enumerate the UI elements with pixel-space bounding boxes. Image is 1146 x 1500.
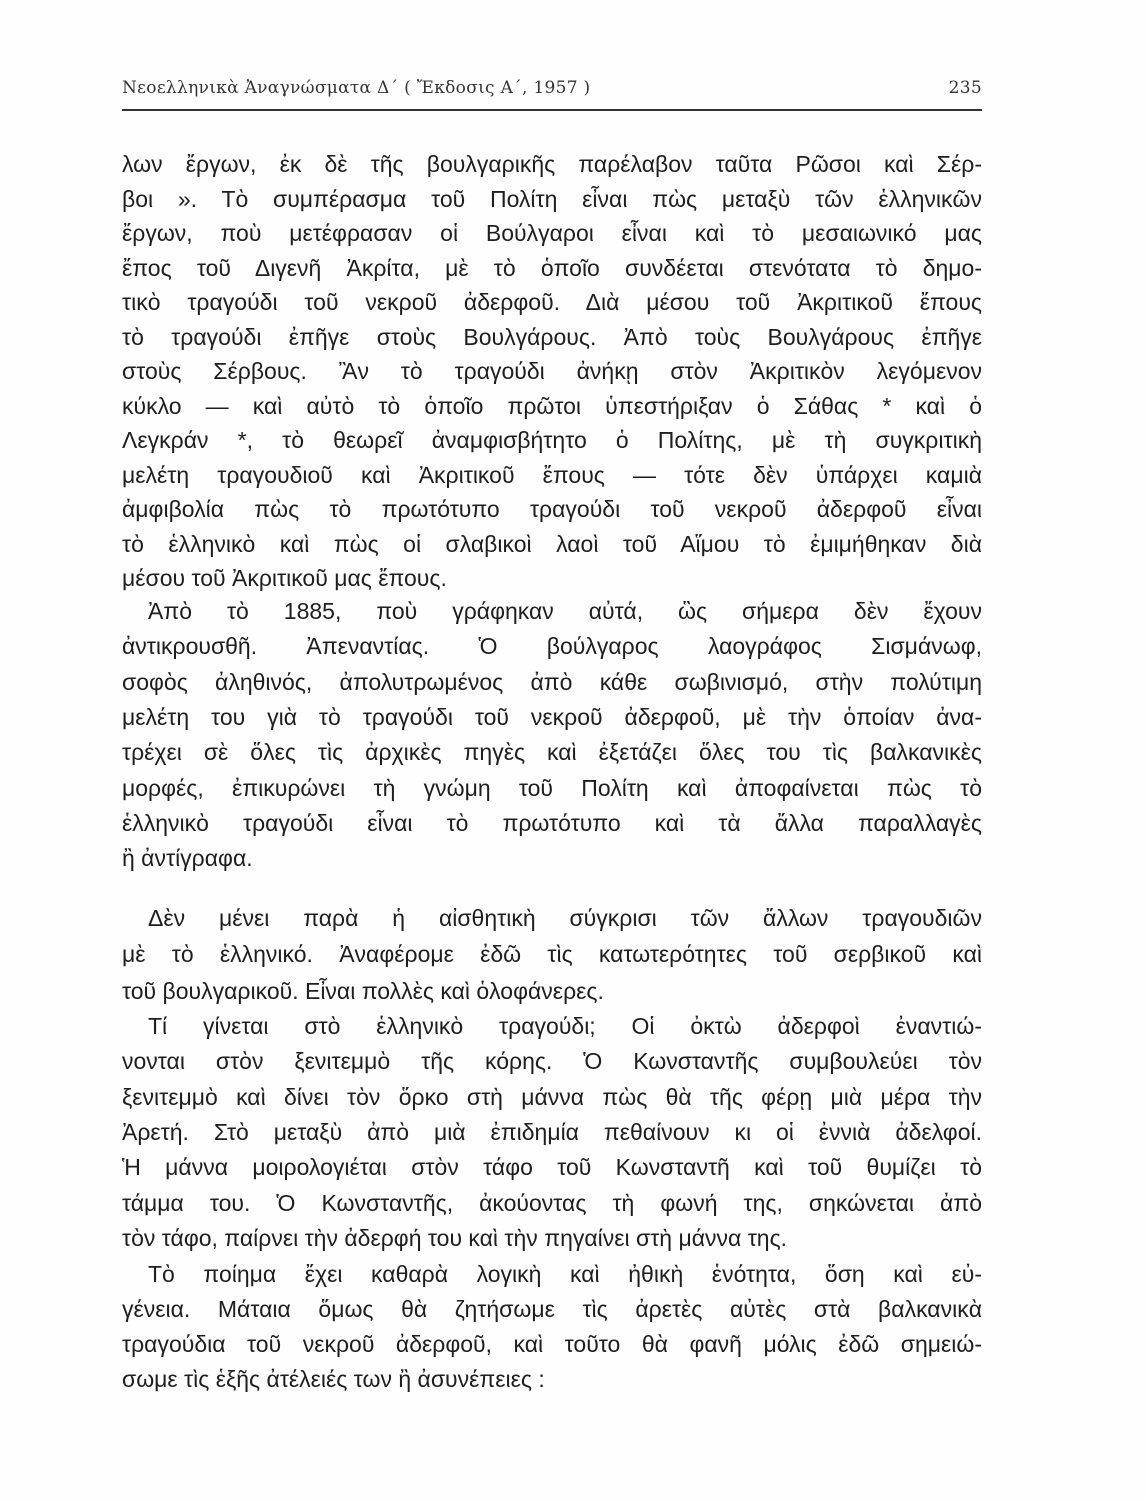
text-line: Λεγκράν *, τὸ θεωρεῖ ἀναμφισβήτητο ὁ Πολίτης, μὲ τὴ συγκριτικὴ [122,427,982,453]
text-line: βοι ». Τὸ συμπέρασμα τοῦ Πολίτη εἶναι πὼς μεταξὺ τῶν ἑλληνικῶν [122,185,982,212]
text-line: μὲ τὸ ἑλληνικό. Ἀναφέρομε ἐδῶ τὶς κατωτερότητες τοῦ σερβικοῦ καὶ [122,941,982,968]
text-line: Τὸ ποίημα ἔχει καθαρὰ λογικὴ καὶ ἠθικὴ ἑνότητα, ὅση καὶ εὐ- [148,1261,982,1287]
text-line: τὸν τάφο, παίρνει τὴν ἀδερφή του καὶ τὴν πηγαίνει στὴ μάννα της. [122,1224,788,1251]
text-line: τραγούδια τοῦ νεκροῦ ἀδερφοῦ, καὶ τοῦτο θὰ φανῆ μόλις ἐδῶ σημειώ- [122,1331,982,1357]
text-line: τὸ ἑλληνικὸ καὶ πὼς οἱ σλαβικοὶ λαοὶ τοῦ Αἵμου τὸ ἐμιμήθηκαν διὰ [122,530,982,557]
text-line: στοὺς Σέρβους. Ἂν τὸ τραγούδι ἀνήκῃ στὸν Ἀκριτικὸν λεγόμενον [122,358,982,384]
text-line: τὸ τραγούδι ἐπῆγε στοὺς Βουλγάρους. Ἀπὸ τοὺς Βουλγάρους ἐπῆγε [122,323,982,350]
text-line: τικὸ τραγούδι τοῦ νεκροῦ ἀδερφοῦ. Διὰ μέσου τοῦ Ἀκριτικοῦ ἔπους [122,289,982,315]
text-line: Ἀρετή. Στὸ μεταξὺ ἀπὸ μιὰ ἐπιδημία πεθαίνουν κι οἱ ἐννιὰ ἀδελφοί. [122,1118,982,1145]
text-line: νονται στὸν ξενιτεμμὸ τῆς κόρης. Ὁ Κωνσταντῆς συμβουλεύει τὸν [122,1048,982,1075]
running-header-title: Νεοελληνικὰ Ἀναγνώσματα Δ΄ ( Ἔκδοσις Α΄, 1957 ) [122,78,591,98]
text-line: τάμμα του. Ὁ Κωνσταντῆς, ἀκούοντας τὴ φωνή της, σηκώνεται ἀπὸ [122,1189,982,1216]
text-line: λων ἔργων, ἐκ δὲ τῆς βουλγαρικῆς παρέλαβον ταῦτα Ρῶσοι καὶ Σέρ- [122,151,982,177]
text-line: γένεια. Μάταια ὅμως θὰ ζητήσωμε τὶς ἀρετὲς αὐτὲς στὰ βαλκανικὰ [122,1296,982,1322]
text-line: ἢ ἀντίγραφα. [122,845,253,872]
text-line: σοφὸς ἀληθινός, ἀπολυτρωμένος ἀπὸ κάθε σωβινισμό, στὴν πολύτιμη [122,668,982,695]
header-rule [122,109,982,111]
text-line: ἑλληνικὸ τραγούδι εἶναι τὸ πρωτότυπο καὶ τὰ ἄλλα παραλλαγὲς [122,809,982,836]
text-line: Ἀπὸ τὸ 1885, ποὺ γράφηκαν αὐτά, ὣς σήμερα δὲν ἔχουν [148,598,982,624]
text-line: Δὲν μένει παρὰ ἡ αἰσθητικὴ σύγκρισι τῶν ἄλλων τραγουδιῶν [148,905,982,931]
text-line: τρέχει σὲ ὅλες τὶς ἀρχικὲς πηγὲς καὶ ἐξετάζει ὅλες του τὶς βαλκανικὲς [122,739,982,766]
text-line: κύκλο — καὶ αὐτὸ τὸ ὁποῖο πρῶτοι ὑπεστήριξαν ὁ Σάθας * καὶ ὁ [122,392,982,419]
text-line: σωμε τὶς ἑξῆς ἀτέλειές των ἢ ἀσυνέπειες : [122,1366,545,1392]
text-line: ξενιτεμμὸ καὶ δίνει τὸν ὅρκο στὴ μάννα πὼς θὰ τῆς φέρῃ μιὰ μέρα τὴν [122,1083,982,1110]
text-line: μέσου τοῦ Ἀκριτικοῦ μας ἔπους. [122,565,447,591]
text-line: Τί γίνεται στὸ ἑλληνικὸ τραγούδι; Οἱ ὀκτὼ ἀδερφοὶ ἐναντιώ- [148,1013,982,1039]
text-line: Ἡ μάννα μοιρολογιέται στὸν τάφο τοῦ Κωνσταντῆ καὶ τοῦ θυμίζει τὸ [122,1154,982,1181]
text-line: ἔπος τοῦ Διγενῆ Ἀκρίτα, μὲ τὸ ὁποῖο συνδέεται στενότατα τὸ δημο- [122,254,982,281]
text-line: ἔργων, ποὺ μετέφρασαν οἱ Βούλγαροι εἶναι καὶ τὸ μεσαιωνικό μας [122,220,982,246]
text-line: ἀμφιβολία πὼς τὸ πρωτότυπο τραγούδι τοῦ νεκροῦ ἀδερφοῦ εἶναι [122,496,982,522]
text-line: μορφές, ἐπικυρώνει τὴ γνώμη τοῦ Πολίτη καὶ ἀποφαίνεται πὼς τὸ [122,774,982,801]
text-line: μελέτη του γιὰ τὸ τραγούδι τοῦ νεκροῦ ἀδερφοῦ, μὲ τὴν ὁποίαν ἀνα- [122,703,982,730]
text-line: τοῦ βουλγαρικοῦ. Εἶναι πολλὲς καὶ ὁλοφάνερες. [122,977,604,1004]
page-number: 235 [948,78,982,98]
text-line: ἀντικρουσθῆ. Ἀπεναντίας. Ὁ βούλγαρος λαογράφος Σισμάνωφ, [122,633,982,660]
text-line: μελέτη τραγουδιοῦ καὶ Ἀκριτικοῦ ἔπους — τότε δὲν ὑπάρχει καμιὰ [122,461,982,488]
